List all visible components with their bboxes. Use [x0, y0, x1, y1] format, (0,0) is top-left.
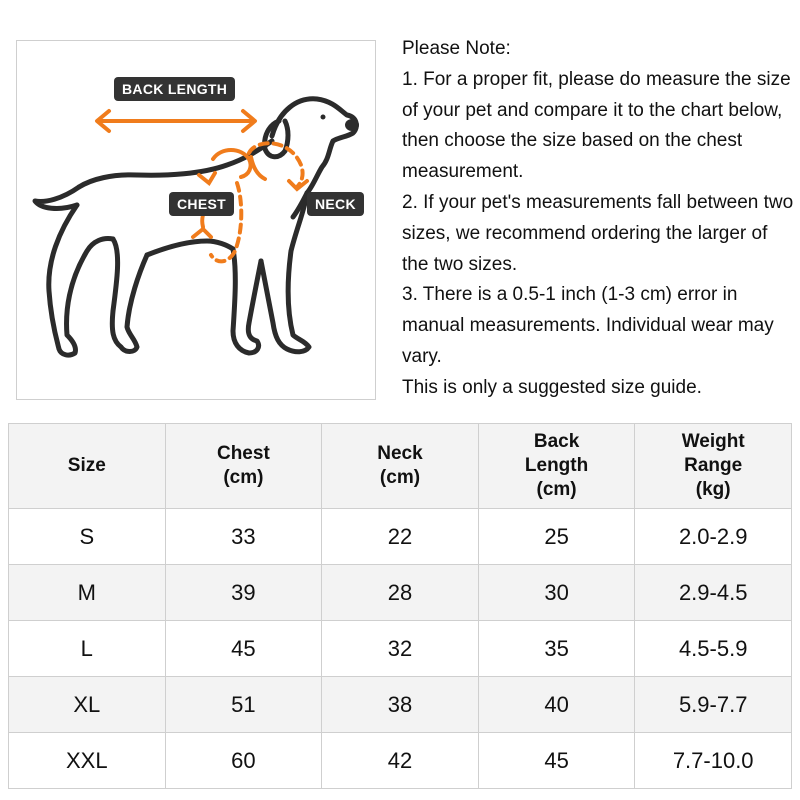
cell-neck: 42: [322, 733, 479, 789]
cell-neck: 38: [322, 677, 479, 733]
size-notes: [402, 34, 794, 404]
note-item-3: 3. There is a 0.5-1 inch (1-3 cm) error in manual measurements. Individual wear may vary.: [402, 284, 774, 367]
header-weight-range-label: Weight Range (kg): [681, 431, 745, 500]
cell-back-length: 30: [478, 565, 635, 621]
neck-label: NECK: [307, 192, 364, 216]
cell-size: M: [9, 565, 166, 621]
cell-back-length: 40: [478, 677, 635, 733]
header-chest: [165, 424, 322, 509]
cell-neck: 32: [322, 621, 479, 677]
cell-chest: 60: [165, 733, 322, 789]
header-back-length: [478, 424, 635, 509]
cell-weight: 5.9-7.7: [635, 677, 792, 733]
cell-chest: 33: [165, 509, 322, 565]
chest-label: CHEST: [169, 192, 234, 216]
cell-neck: 28: [322, 565, 479, 621]
table-row: [9, 677, 792, 733]
cell-weight: 2.0-2.9: [635, 509, 792, 565]
header-size-label: Size: [67, 455, 106, 476]
note-item-2: 2. If your pet's measurements fall between two sizes, we recommend ordering the larger of the two sizes.: [402, 191, 794, 275]
header-size: [9, 424, 166, 509]
notes-footer: This is only a suggested size guide.: [402, 376, 702, 398]
note-item-1: 1. For a proper fit, please do measure the size of your pet and compare it to the chart below, then choose the size based on the chest measurement.: [402, 68, 791, 183]
cell-weight: 2.9-4.5: [635, 565, 792, 621]
cell-back-length: 45: [478, 733, 635, 789]
table-row: [9, 565, 792, 621]
header-neck: [322, 424, 479, 509]
header-back-length-label: Back Length (cm): [524, 431, 589, 500]
cell-back-length: 35: [478, 621, 635, 677]
back-length-label: BACK LENGTH: [114, 77, 235, 101]
back-length-arrow: [97, 111, 255, 131]
cell-weight: 4.5-5.9: [635, 621, 792, 677]
table-row: [9, 509, 792, 565]
cell-weight: 7.7-10.0: [635, 733, 792, 789]
cell-chest: 45: [165, 621, 322, 677]
cell-neck: 22: [322, 509, 479, 565]
header-chest-label: Chest (cm): [216, 443, 270, 488]
header-weight-range: [635, 424, 792, 509]
table-row: [9, 733, 792, 789]
table-row: [9, 621, 792, 677]
cell-size: L: [9, 621, 166, 677]
table-header-row: [9, 424, 792, 509]
notes-heading: Please Note:: [402, 38, 511, 59]
cell-size: XXL: [9, 733, 166, 789]
cell-size: XL: [9, 677, 166, 733]
nose-shape: [345, 119, 359, 131]
size-chart-table: [8, 423, 792, 789]
header-neck-label: Neck (cm): [377, 443, 423, 488]
cell-chest: 51: [165, 677, 322, 733]
dog-measurement-diagram: [16, 40, 376, 400]
cell-chest: 39: [165, 565, 322, 621]
cell-size: S: [9, 509, 166, 565]
cell-back-length: 25: [478, 509, 635, 565]
